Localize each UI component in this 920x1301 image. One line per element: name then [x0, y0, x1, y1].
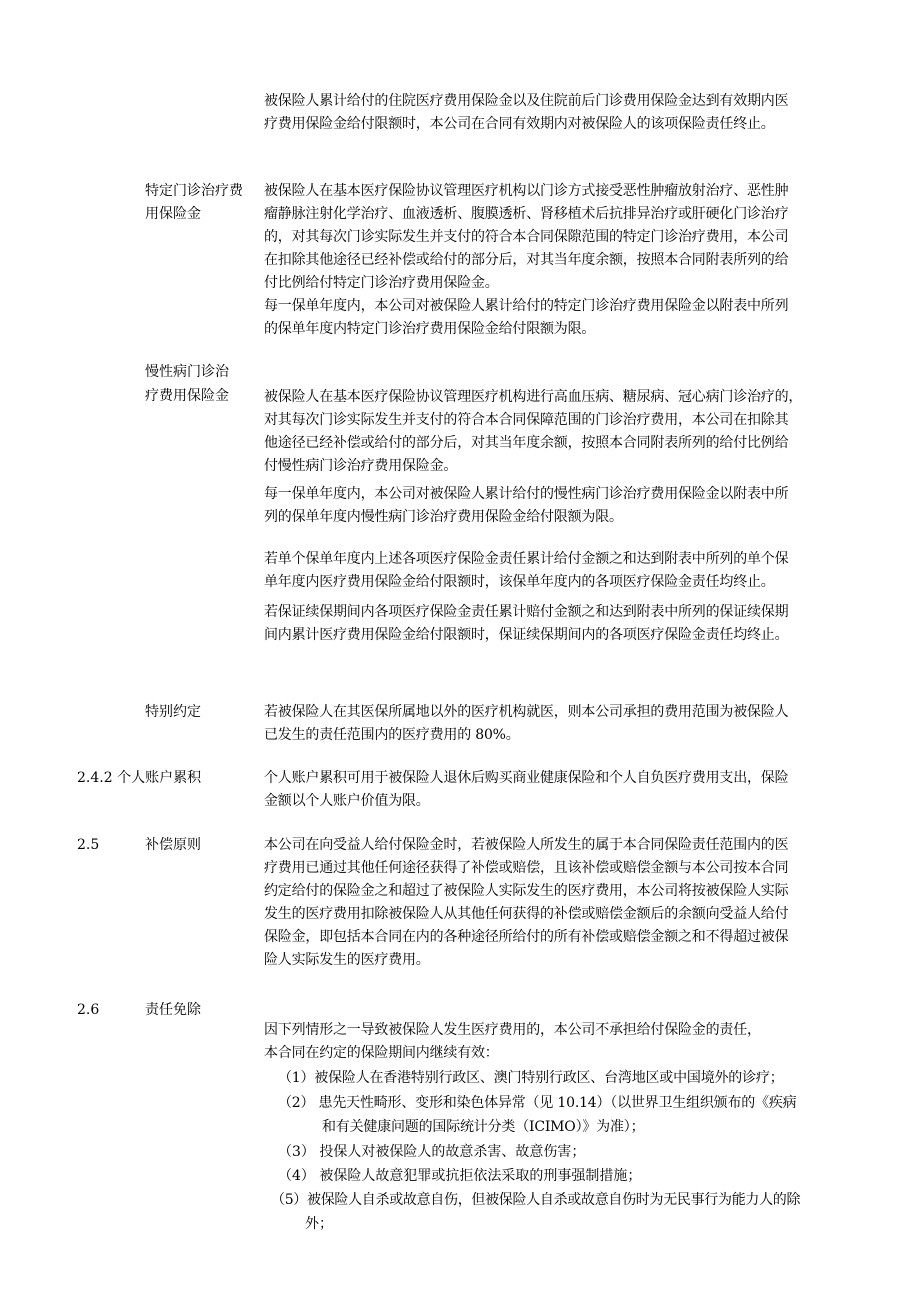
- exclusion-item-5-continued: 外；: [305, 1216, 333, 1232]
- chronic-limit: 每一保单年度内，本公司对被保险人累计给付的慢性病门诊治疗费用保险金以附表中所 列的保单年度内慢性病门诊治疗费用保险金给付限额为限。: [264, 486, 789, 525]
- renewal-limit-summary: 若保证续保期间内各项医疗保险金责任累计赔付金额之和达到附表中所列的保证续保期 间内累计医疗费用保险金给付限额时，保证续保期间内的各项医疗保险金责任均终止。: [264, 604, 789, 643]
- section-2-6-intro: 因下列情形之一导致被保险人发生医疗费用的，本公司不承担给付保险金的责任， 本合同在约定的保险期间内继续有效：: [264, 1022, 761, 1061]
- text-line: 被保险人累计给付的住院医疗费用保险金以及住院前后门诊费用保险金达到有效期内医: [264, 93, 789, 109]
- hospital-limit-paragraph: [264, 90, 856, 136]
- special-outpatient-body: 被保险人在基本医疗保险协议管理医疗机构以门诊方式接受恶性肿瘤放射治疗、恶性肿 瘤静脉注射化学治疗、血液透析、腹膜透析、肾移植术后抗排异治疗或肝硬化门诊治疗 的，对其每次门诊实际发生并支付的符合本合同保隙范围的特定门诊治疗费用，本公司 在扣除其他途径已经补偿或给付的部分后，对其当年度余额，按照本合同附表所列的给 付比例给付特定门诊治疗费用保险金。: [264, 183, 789, 291]
- chronic-title-line-2: 疗费用保险金: [145, 388, 229, 404]
- section-2-4-2-body: 个人账户累积可用于被保险人退休后购买商业健康保险和个人自负医疗费用支出，保险 金额以个人账户价值为限。: [264, 770, 789, 809]
- exclusion-item-2: （2） 患先天性畸形、变形和染色体异常（见 10.14）（以世界卫生组织颁布的《疾病: [278, 1095, 797, 1111]
- special-agreement-body: 若被保险人在其医保所属地以外的医疗机构就医，则本公司承担的费用范围为被保险人 已发生的责任范围内的医疗费用的 80%。: [264, 704, 789, 743]
- section-2-6-number: 2.6: [77, 1002, 100, 1018]
- exclusion-item-4: （4） 被保险人故意犯罪或抗拒依法采取的刑事强制措施；: [278, 1168, 642, 1184]
- exclusion-item-2-continued: 和有关健康问题的国际统计分类（ICIMO）》为准）；: [322, 1119, 645, 1135]
- section-2-5-number: 2.5: [77, 837, 100, 853]
- special-outpatient-title: 特定门诊治疗费 用保险金: [145, 183, 243, 222]
- exclusion-item-3: （3） 投保人对被保险人的故意杀害、故意伤害；: [278, 1144, 586, 1160]
- annual-limit-summary: 若单个保单年度内上述各项医疗保险金责任累计给付金额之和达到附表中所列的单个保 单年度内医疗费用保险金给付限额时，该保单年度内的各项医疗保险金责任均终止。: [264, 551, 789, 590]
- text-line: 疗费用保险金给付限额时，本公司在合同有效期内对被保险人的该项保险责任终止。: [264, 116, 775, 132]
- section-2-5-title: 补偿原则: [145, 837, 201, 853]
- section-2-4-2-heading: 2.4.2 个人账户累积: [77, 770, 202, 786]
- exclusion-item-5: （5）被保险人自杀或故意自伤，但被保险人自杀或故意自伤时为无民事行为能力人的除: [271, 1192, 801, 1208]
- special-outpatient-limit: 每一保单年度内，本公司对被保险人累计给付的特定门诊治疗费用保险金以附表中所列 的保单年度内特定门诊治疗费用保险金给付限额为限。: [264, 298, 789, 337]
- section-2-5-body: 本公司在向受益人给付保险金时，若被保险人所发生的属于本合同保险责任范围内的医 疗费用已通过其他任何途径获得了补偿或赔偿，且该补偿或赔偿金额与本公司按本合同 约定给付的保险金之和超过了被保险人实际发生的医疗费用，本公司将按被保险人实际 发生的医疗费用扣除被保险人从其他任何获得的补偿或赔偿金额后的余额向受益人给付 保险金，即包括本合同在内的各种途径所给付的所有补偿或赔偿金额之和不得超过被保 险人实际发生的医疗费用。: [264, 837, 789, 968]
- chronic-body: 被保险人在基本医疗保险协议管理医疗机构进行高血压病、糖尿病、冠心病门诊治疗的， 对其每次门诊实际发生并支付的符合本合同保障范围的门诊治疗费用，本公司在扣除其 他途径已经补偿或给付的部分后，对其当年度余额，按照本合同附表所列的给付比例给 付慢性病门诊治疗费用保险金。: [264, 389, 803, 474]
- special-agreement-title: 特别约定: [145, 704, 201, 720]
- chronic-title-line-1: 慢性病门诊治: [145, 364, 229, 380]
- exclusion-item-1: （1）被保险人在香港特别行政区、澳门特别行政区、台湾地区或中国境外的诊疗；: [278, 1070, 784, 1086]
- section-2-6-title: 责任免除: [145, 1002, 201, 1018]
